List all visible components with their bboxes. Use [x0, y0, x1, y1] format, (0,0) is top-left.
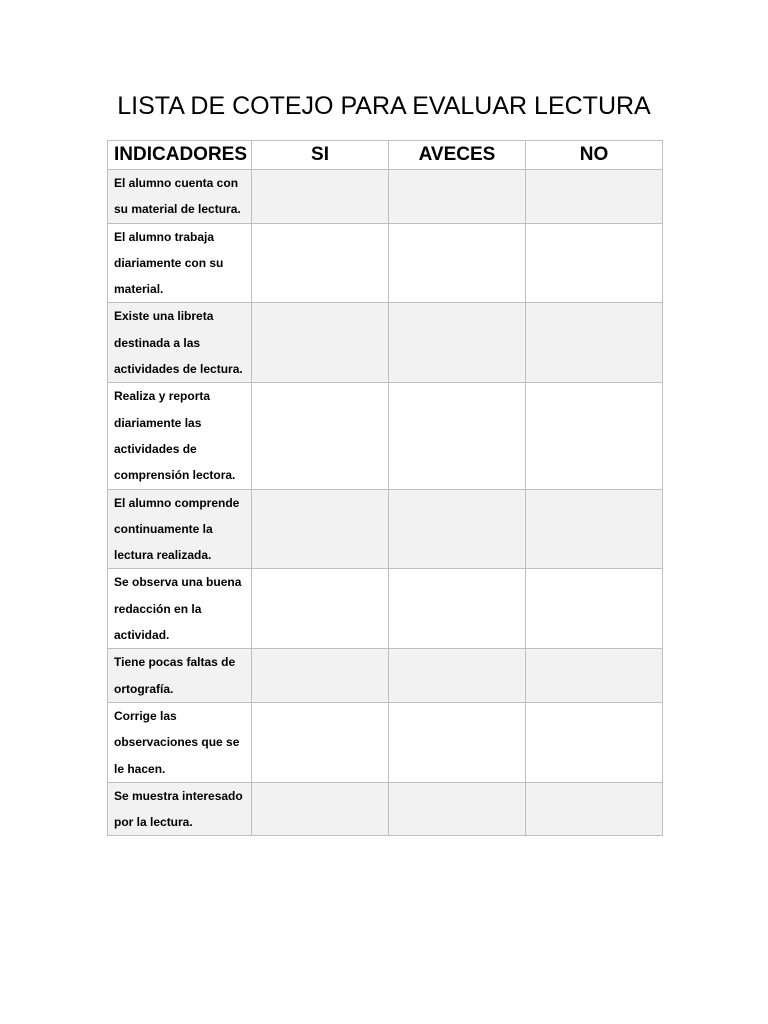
no-cell[interactable]	[526, 489, 663, 569]
table-row	[108, 223, 663, 303]
table-row	[108, 702, 663, 782]
table-row	[108, 569, 663, 649]
si-cell[interactable]	[252, 489, 389, 569]
table-row	[108, 782, 663, 836]
indicator-cell: El alumno trabaja diariamente con su material.	[108, 223, 252, 303]
no-cell[interactable]	[526, 303, 663, 383]
table-row	[108, 170, 663, 224]
no-cell[interactable]	[526, 223, 663, 303]
aveces-cell[interactable]	[389, 170, 526, 224]
aveces-cell[interactable]	[389, 223, 526, 303]
header-indicadores: INDICADORES	[108, 141, 252, 170]
indicator-cell: Se muestra interesado por la lectura.	[108, 782, 252, 836]
aveces-cell[interactable]	[389, 782, 526, 836]
table-row	[108, 383, 663, 489]
header-aveces: AVECES	[389, 141, 526, 170]
indicator-cell: Tiene pocas faltas de ortografía.	[108, 649, 252, 703]
indicator-cell: El alumno cuenta con su material de lectura.	[108, 170, 252, 224]
indicator-cell: Corrige las observaciones que se le hacen.	[108, 702, 252, 782]
si-cell[interactable]	[252, 702, 389, 782]
indicator-cell: Existe una libreta destinada a las actividades de lectura.	[108, 303, 252, 383]
aveces-cell[interactable]	[389, 489, 526, 569]
si-cell[interactable]	[252, 170, 389, 224]
checklist-table	[107, 140, 663, 836]
no-cell[interactable]	[526, 170, 663, 224]
no-cell[interactable]	[526, 702, 663, 782]
table-row	[108, 489, 663, 569]
si-cell[interactable]	[252, 383, 389, 489]
header-si: SI	[252, 141, 389, 170]
indicator-cell: Se observa una buena redacción en la actividad.	[108, 569, 252, 649]
indicator-cell: Realiza y reporta diariamente las actividades de comprensión lectora.	[108, 383, 252, 489]
aveces-cell[interactable]	[389, 383, 526, 489]
si-cell[interactable]	[252, 649, 389, 703]
no-cell[interactable]	[526, 782, 663, 836]
indicator-cell: El alumno comprende continuamente la lectura realizada.	[108, 489, 252, 569]
aveces-cell[interactable]	[389, 303, 526, 383]
no-cell[interactable]	[526, 649, 663, 703]
table-row	[108, 649, 663, 703]
page-title: LISTA DE COTEJO PARA EVALUAR LECTURA	[117, 92, 651, 120]
si-cell[interactable]	[252, 303, 389, 383]
header-row	[108, 141, 663, 170]
aveces-cell[interactable]	[389, 702, 526, 782]
aveces-cell[interactable]	[389, 569, 526, 649]
header-no: NO	[526, 141, 663, 170]
si-cell[interactable]	[252, 223, 389, 303]
aveces-cell[interactable]	[389, 649, 526, 703]
no-cell[interactable]	[526, 383, 663, 489]
table-row	[108, 303, 663, 383]
no-cell[interactable]	[526, 569, 663, 649]
si-cell[interactable]	[252, 569, 389, 649]
si-cell[interactable]	[252, 782, 389, 836]
